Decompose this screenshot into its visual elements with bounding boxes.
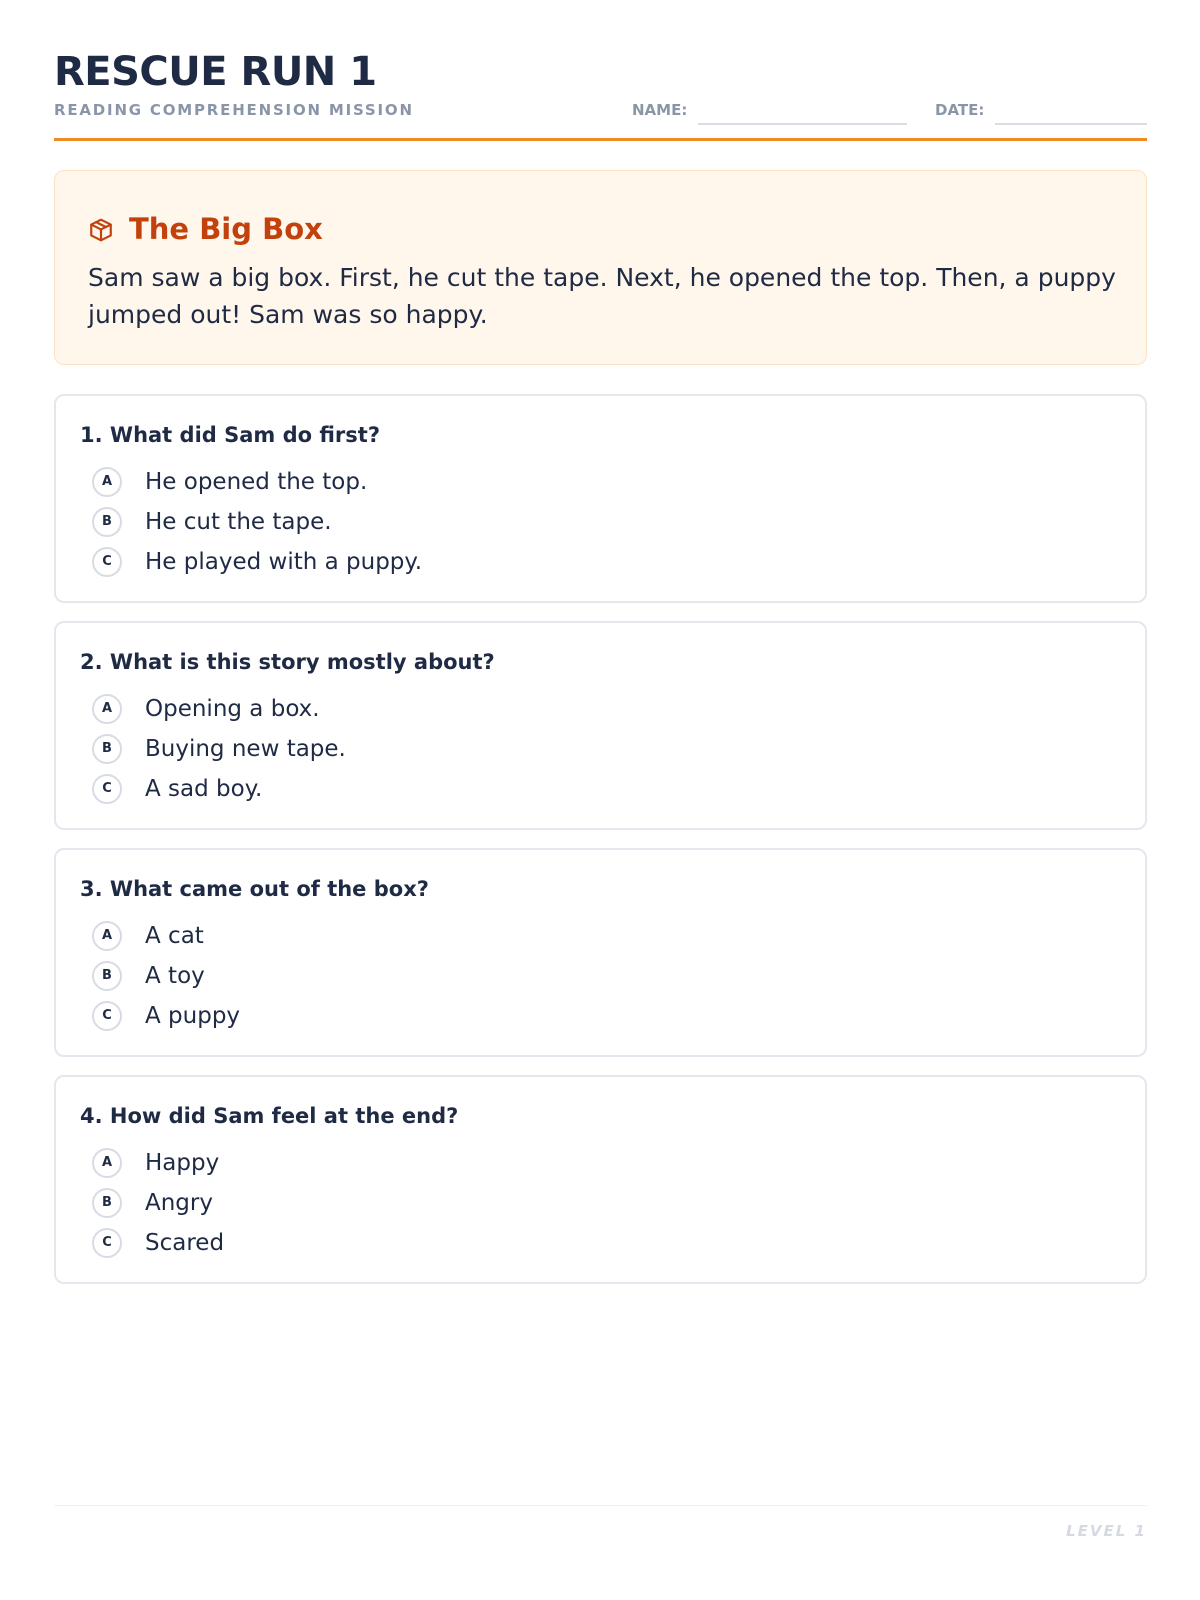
date-field[interactable] bbox=[995, 123, 1147, 125]
question-card-4 bbox=[54, 1075, 1147, 1284]
story-text: Sam saw a big box. First, he cut the tape. Next, he opened the top. Then, a puppy jumped out! Sam was so happy. bbox=[88, 263, 1116, 329]
option-text: He opened the top. bbox=[145, 469, 368, 495]
option-text: He played with a puppy. bbox=[145, 549, 423, 575]
question-prompt: 4. How did Sam feel at the end? bbox=[80, 1104, 459, 1128]
option-text: Angry bbox=[145, 1190, 213, 1216]
option-bubble[interactable]: C bbox=[92, 547, 122, 577]
answer-option-a[interactable] bbox=[92, 467, 992, 501]
question-prompt: 2. What is this story mostly about? bbox=[80, 650, 495, 674]
option-bubble[interactable]: C bbox=[92, 774, 122, 804]
option-text: Scared bbox=[145, 1230, 225, 1256]
question-card-3 bbox=[54, 848, 1147, 1057]
option-text: A sad boy. bbox=[145, 776, 263, 802]
option-bubble[interactable]: A bbox=[92, 467, 122, 497]
name-label: NAME: bbox=[632, 101, 688, 119]
option-bubble[interactable]: A bbox=[92, 921, 122, 951]
option-text: Buying new tape. bbox=[145, 736, 346, 762]
option-bubble[interactable]: A bbox=[92, 1148, 122, 1178]
answer-option-c[interactable] bbox=[92, 547, 992, 581]
option-text: A cat bbox=[145, 923, 204, 949]
answer-option-b[interactable] bbox=[92, 1188, 992, 1222]
answer-option-a[interactable] bbox=[92, 1148, 992, 1182]
name-field[interactable] bbox=[698, 123, 907, 125]
option-bubble[interactable]: B bbox=[92, 961, 122, 991]
page-title: RESCUE RUN 1 bbox=[54, 49, 377, 95]
page-subtitle: READING COMPREHENSION MISSION bbox=[54, 101, 414, 119]
answer-option-b[interactable] bbox=[92, 507, 992, 541]
date-label: DATE: bbox=[935, 101, 985, 119]
story-title: The Big Box bbox=[129, 212, 323, 246]
story-passage bbox=[54, 170, 1147, 365]
option-bubble[interactable]: C bbox=[92, 1001, 122, 1031]
answer-option-b[interactable] bbox=[92, 961, 992, 995]
level-label: LEVEL 1 bbox=[1066, 1522, 1147, 1540]
footer-divider bbox=[54, 1505, 1147, 1506]
question-prompt: 1. What did Sam do first? bbox=[80, 423, 381, 447]
worksheet-header bbox=[54, 0, 1147, 141]
option-bubble[interactable]: B bbox=[92, 1188, 122, 1218]
option-text: He cut the tape. bbox=[145, 509, 332, 535]
option-text: A toy bbox=[145, 963, 205, 989]
option-text: A puppy bbox=[145, 1003, 241, 1029]
option-bubble[interactable]: C bbox=[92, 1228, 122, 1258]
answer-option-c[interactable] bbox=[92, 774, 992, 808]
option-bubble[interactable]: B bbox=[92, 734, 122, 764]
answer-option-c[interactable] bbox=[92, 1228, 992, 1262]
answer-option-b[interactable] bbox=[92, 734, 992, 768]
answer-option-a[interactable] bbox=[92, 694, 992, 728]
option-bubble[interactable]: B bbox=[92, 507, 122, 537]
question-card-2 bbox=[54, 621, 1147, 830]
option-text: Opening a box. bbox=[145, 696, 320, 722]
option-bubble[interactable]: A bbox=[92, 694, 122, 724]
answer-option-a[interactable] bbox=[92, 921, 992, 955]
box-icon bbox=[88, 217, 114, 243]
question-prompt: 3. What came out of the box? bbox=[80, 877, 429, 901]
question-card-1 bbox=[54, 394, 1147, 603]
worksheet-page bbox=[54, 0, 1147, 1600]
answer-option-c[interactable] bbox=[92, 1001, 992, 1035]
option-text: Happy bbox=[145, 1150, 220, 1176]
